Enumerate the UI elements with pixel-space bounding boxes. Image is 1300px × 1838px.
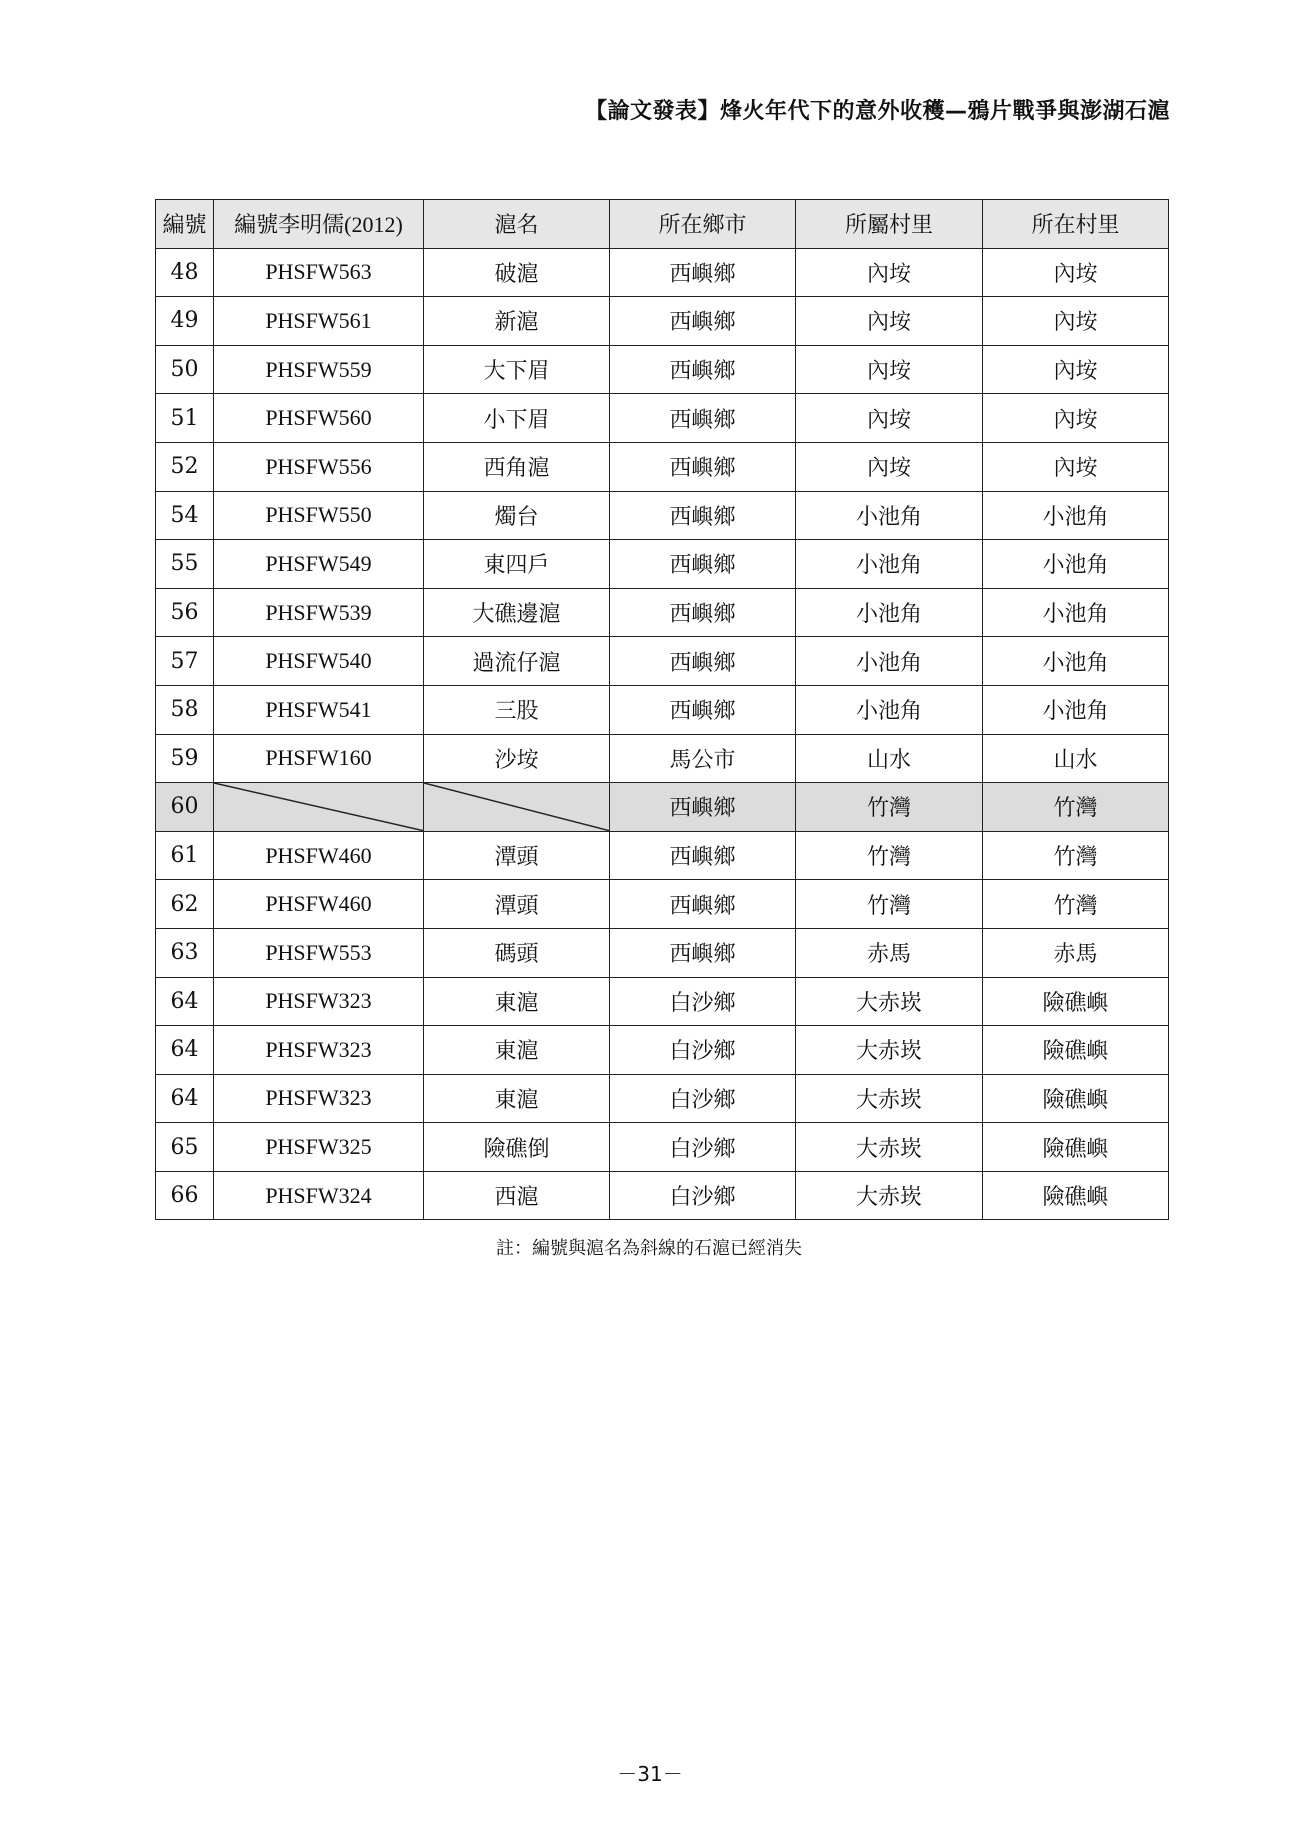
code-cell: PHSFW325 <box>214 1123 424 1172</box>
code-cell: PHSFW553 <box>214 928 424 977</box>
township-cell: 馬公市 <box>610 734 796 783</box>
code-cell: PHSFW556 <box>214 442 424 491</box>
weir-name-cell: 燭台 <box>424 491 610 540</box>
row-number-cell: 48 <box>156 248 214 297</box>
village-cell: 小池角 <box>796 685 983 734</box>
struck-out-cell <box>214 783 424 832</box>
row-number-cell: 51 <box>156 394 214 443</box>
township-cell: 西嶼鄉 <box>610 442 796 491</box>
row-number-cell: 56 <box>156 588 214 637</box>
diagonal-strike-line <box>214 783 423 831</box>
located-village-cell: 內垵 <box>983 442 1169 491</box>
column-header: 滬名 <box>424 200 610 249</box>
column-header: 所在鄉市 <box>610 200 796 249</box>
located-village-cell: 險礁嶼 <box>983 977 1169 1026</box>
located-village-cell: 竹灣 <box>983 831 1169 880</box>
township-cell: 白沙鄉 <box>610 1123 796 1172</box>
located-village-cell: 赤馬 <box>983 928 1169 977</box>
table-row <box>156 442 1169 491</box>
township-cell: 西嶼鄉 <box>610 783 796 832</box>
township-cell: 白沙鄉 <box>610 977 796 1026</box>
table-row <box>156 977 1169 1026</box>
village-cell: 竹灣 <box>796 783 983 832</box>
village-cell: 大赤崁 <box>796 1026 983 1075</box>
row-number-cell: 62 <box>156 880 214 929</box>
weir-name-cell: 東滬 <box>424 1026 610 1075</box>
weir-name-cell: 破滬 <box>424 248 610 297</box>
code-cell: PHSFW323 <box>214 977 424 1026</box>
struck-out-cell <box>424 783 610 832</box>
weir-name-cell: 新滬 <box>424 297 610 346</box>
row-number-cell: 64 <box>156 977 214 1026</box>
code-cell: PHSFW559 <box>214 345 424 394</box>
village-cell: 內垵 <box>796 345 983 394</box>
township-cell: 白沙鄉 <box>610 1074 796 1123</box>
township-cell: 西嶼鄉 <box>610 588 796 637</box>
township-cell: 西嶼鄉 <box>610 540 796 589</box>
page-number: －31－ <box>617 1762 683 1786</box>
located-village-cell: 險礁嶼 <box>983 1026 1169 1075</box>
weir-name-cell: 東滬 <box>424 977 610 1026</box>
column-header: 所在村里 <box>983 200 1169 249</box>
table-row <box>156 540 1169 589</box>
located-village-cell: 小池角 <box>983 637 1169 686</box>
weir-name-cell: 小下眉 <box>424 394 610 443</box>
located-village-cell: 竹灣 <box>983 880 1169 929</box>
table-row <box>156 1123 1169 1172</box>
table-row <box>156 685 1169 734</box>
table-row <box>156 734 1169 783</box>
row-number-cell: 58 <box>156 685 214 734</box>
located-village-cell: 小池角 <box>983 491 1169 540</box>
table-row <box>156 1026 1169 1075</box>
row-number-cell: 52 <box>156 442 214 491</box>
code-cell: PHSFW324 <box>214 1171 424 1220</box>
code-cell: PHSFW549 <box>214 540 424 589</box>
column-header: 所屬村里 <box>796 200 983 249</box>
located-village-cell: 內垵 <box>983 345 1169 394</box>
weir-name-cell: 西角滬 <box>424 442 610 491</box>
code-cell: PHSFW540 <box>214 637 424 686</box>
township-cell: 西嶼鄉 <box>610 928 796 977</box>
located-village-cell: 小池角 <box>983 540 1169 589</box>
table-header-row <box>156 200 1169 249</box>
township-cell: 西嶼鄉 <box>610 685 796 734</box>
village-cell: 竹灣 <box>796 831 983 880</box>
code-cell: PHSFW550 <box>214 491 424 540</box>
table-row <box>156 1171 1169 1220</box>
page-header-title: 【論文發表】烽火年代下的意外收穫—鴉片戰爭與澎湖石滬 <box>584 99 1170 124</box>
village-cell: 小池角 <box>796 637 983 686</box>
village-cell: 竹灣 <box>796 880 983 929</box>
weir-name-cell: 東滬 <box>424 1074 610 1123</box>
table-row <box>156 394 1169 443</box>
village-cell: 內垵 <box>796 297 983 346</box>
row-number-cell: 50 <box>156 345 214 394</box>
township-cell: 白沙鄉 <box>610 1026 796 1075</box>
township-cell: 西嶼鄉 <box>610 394 796 443</box>
row-number-cell: 57 <box>156 637 214 686</box>
code-cell: PHSFW541 <box>214 685 424 734</box>
weir-name-cell: 東四戶 <box>424 540 610 589</box>
weir-name-cell: 潭頭 <box>424 880 610 929</box>
village-cell: 大赤崁 <box>796 1074 983 1123</box>
village-cell: 大赤崁 <box>796 1123 983 1172</box>
row-number-cell: 49 <box>156 297 214 346</box>
weir-name-cell: 西滬 <box>424 1171 610 1220</box>
weir-name-cell: 潭頭 <box>424 831 610 880</box>
weir-name-cell: 險礁倒 <box>424 1123 610 1172</box>
located-village-cell: 內垵 <box>983 248 1169 297</box>
township-cell: 西嶼鄉 <box>610 637 796 686</box>
code-cell: PHSFW323 <box>214 1026 424 1075</box>
table-row <box>156 637 1169 686</box>
located-village-cell: 山水 <box>983 734 1169 783</box>
code-cell: PHSFW323 <box>214 1074 424 1123</box>
located-village-cell: 險礁嶼 <box>983 1171 1169 1220</box>
weir-name-cell: 三股 <box>424 685 610 734</box>
weir-name-cell: 過流仔滬 <box>424 637 610 686</box>
column-header: 編號李明儒(2012) <box>214 200 424 249</box>
weir-name-cell: 碼頭 <box>424 928 610 977</box>
table-row <box>156 1074 1169 1123</box>
located-village-cell: 小池角 <box>983 685 1169 734</box>
township-cell: 西嶼鄉 <box>610 345 796 394</box>
code-cell: PHSFW160 <box>214 734 424 783</box>
code-cell: PHSFW560 <box>214 394 424 443</box>
township-cell: 西嶼鄉 <box>610 880 796 929</box>
row-number-cell: 54 <box>156 491 214 540</box>
located-village-cell: 險礁嶼 <box>983 1074 1169 1123</box>
row-number-cell: 59 <box>156 734 214 783</box>
row-number-cell: 66 <box>156 1171 214 1220</box>
village-cell: 大赤崁 <box>796 1171 983 1220</box>
row-number-cell: 63 <box>156 928 214 977</box>
village-cell: 大赤崁 <box>796 977 983 1026</box>
table-row <box>156 928 1169 977</box>
code-cell: PHSFW460 <box>214 880 424 929</box>
village-cell: 內垵 <box>796 248 983 297</box>
diagonal-strike-line <box>424 783 609 831</box>
column-header: 編號 <box>156 200 214 249</box>
code-cell: PHSFW561 <box>214 297 424 346</box>
row-number-cell: 61 <box>156 831 214 880</box>
village-cell: 小池角 <box>796 491 983 540</box>
table-row <box>156 831 1169 880</box>
code-cell: PHSFW563 <box>214 248 424 297</box>
located-village-cell: 竹灣 <box>983 783 1169 832</box>
located-village-cell: 內垵 <box>983 297 1169 346</box>
row-number-cell: 64 <box>156 1074 214 1123</box>
weir-name-cell: 沙垵 <box>424 734 610 783</box>
village-cell: 內垵 <box>796 442 983 491</box>
table-row <box>156 880 1169 929</box>
table-row <box>156 345 1169 394</box>
located-village-cell: 小池角 <box>983 588 1169 637</box>
village-cell: 小池角 <box>796 588 983 637</box>
row-number-cell: 64 <box>156 1026 214 1075</box>
township-cell: 白沙鄉 <box>610 1171 796 1220</box>
row-number-cell: 60 <box>156 783 214 832</box>
village-cell: 內垵 <box>796 394 983 443</box>
table-row <box>156 783 1169 832</box>
table-row <box>156 297 1169 346</box>
table-row <box>156 588 1169 637</box>
row-number-cell: 65 <box>156 1123 214 1172</box>
village-cell: 山水 <box>796 734 983 783</box>
weir-name-cell: 大下眉 <box>424 345 610 394</box>
stone-weir-table <box>155 199 1169 1220</box>
row-number-cell: 55 <box>156 540 214 589</box>
village-cell: 赤馬 <box>796 928 983 977</box>
table-footnote: 註：編號與滬名為斜線的石滬已經消失 <box>496 1238 802 1259</box>
table-row <box>156 248 1169 297</box>
code-cell: PHSFW460 <box>214 831 424 880</box>
weir-name-cell: 大礁邊滬 <box>424 588 610 637</box>
township-cell: 西嶼鄉 <box>610 831 796 880</box>
township-cell: 西嶼鄉 <box>610 491 796 540</box>
code-cell: PHSFW539 <box>214 588 424 637</box>
township-cell: 西嶼鄉 <box>610 297 796 346</box>
located-village-cell: 險礁嶼 <box>983 1123 1169 1172</box>
township-cell: 西嶼鄉 <box>610 248 796 297</box>
located-village-cell: 內垵 <box>983 394 1169 443</box>
table-row <box>156 491 1169 540</box>
village-cell: 小池角 <box>796 540 983 589</box>
